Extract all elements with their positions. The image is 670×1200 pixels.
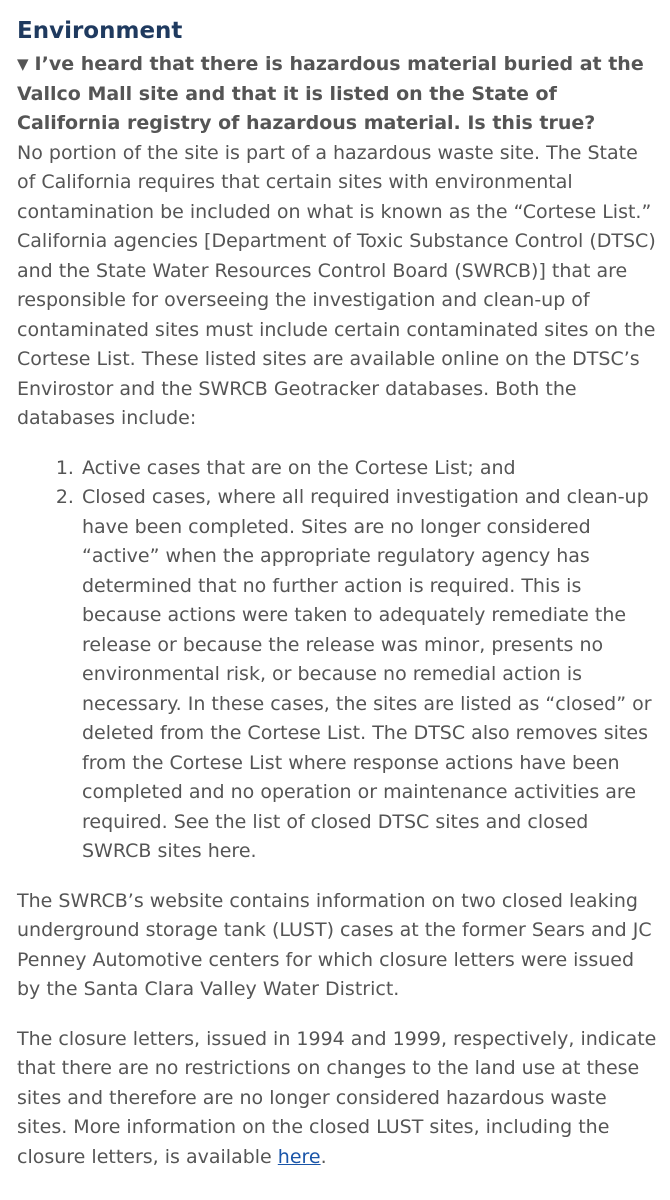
closed-lust-sites-link[interactable]: here xyxy=(277,1145,321,1168)
section-title: Environment xyxy=(17,18,183,44)
faq-answer xyxy=(17,139,662,1173)
list-item: 2. Closed cases, where all required investigation and clean-up have been completed. Sites are no longer considered “active” when the appropriate regulatory agency has determined that no further action is required. This is because actions were taken to adequately remediate the release or because the release was minor, presents no environmental risk, or because no remedial action is necessary. In these cases, the sites are listed as “closed” or deleted from the Cortese List. The DTSC also removes sites from the Cortese List where response actions have been completed and no operation or maintenance activities are required. See the list of closed DTSC sites and closed SWRCB sites here. xyxy=(80,483,662,867)
faq-question-text: I’ve heard that there is hazardous material buried at the Vallco Mall site and that it is listed on the State of California registry of hazardous material. Is this true? xyxy=(17,53,644,134)
closure-text: The closure letters, issued in 1994 and 1999, respectively, indicate that there are no restrictions on changes to the land use at these sites and therefore are no longer considered hazardous waste sites. More information on the closed LUST sites, including the closure letters, is available xyxy=(17,1027,657,1168)
answer-intro: No portion of the site is part of a hazardous waste site. The State of California requires that certain sites with environmental contamination be included on what is known as the “Cortese List.” California agencies [Department of Toxic Substance Control (DTSC) and the State Water Resources Control Board (SWRCB)] that are responsible for overseeing the investigation and clean-up of contaminated sites must include certain contaminated sites on the Cortese List. These listed sites are available online on the DTSC’s Envirostor and the SWRCB Geotracker databases. Both the databases include: xyxy=(17,141,656,429)
answer-paragraph-closure xyxy=(17,1025,662,1173)
answer-paragraph-lust: The SWRCB’s website contains information on two closed leaking underground storage tank (LUST) cases at the former Sears and JC Penney Automotive centers for which closure letters were issued by the Santa Clara Valley Water District. xyxy=(17,889,652,1000)
closure-text-end: . xyxy=(320,1145,327,1168)
faq-question-toggle[interactable] xyxy=(17,50,662,139)
answer-list xyxy=(17,454,662,867)
faq-item xyxy=(17,50,662,1172)
list-item: 1. Active cases that are on the Cortese List; and xyxy=(80,454,662,484)
triangle-down-icon: ▼ xyxy=(17,55,29,73)
